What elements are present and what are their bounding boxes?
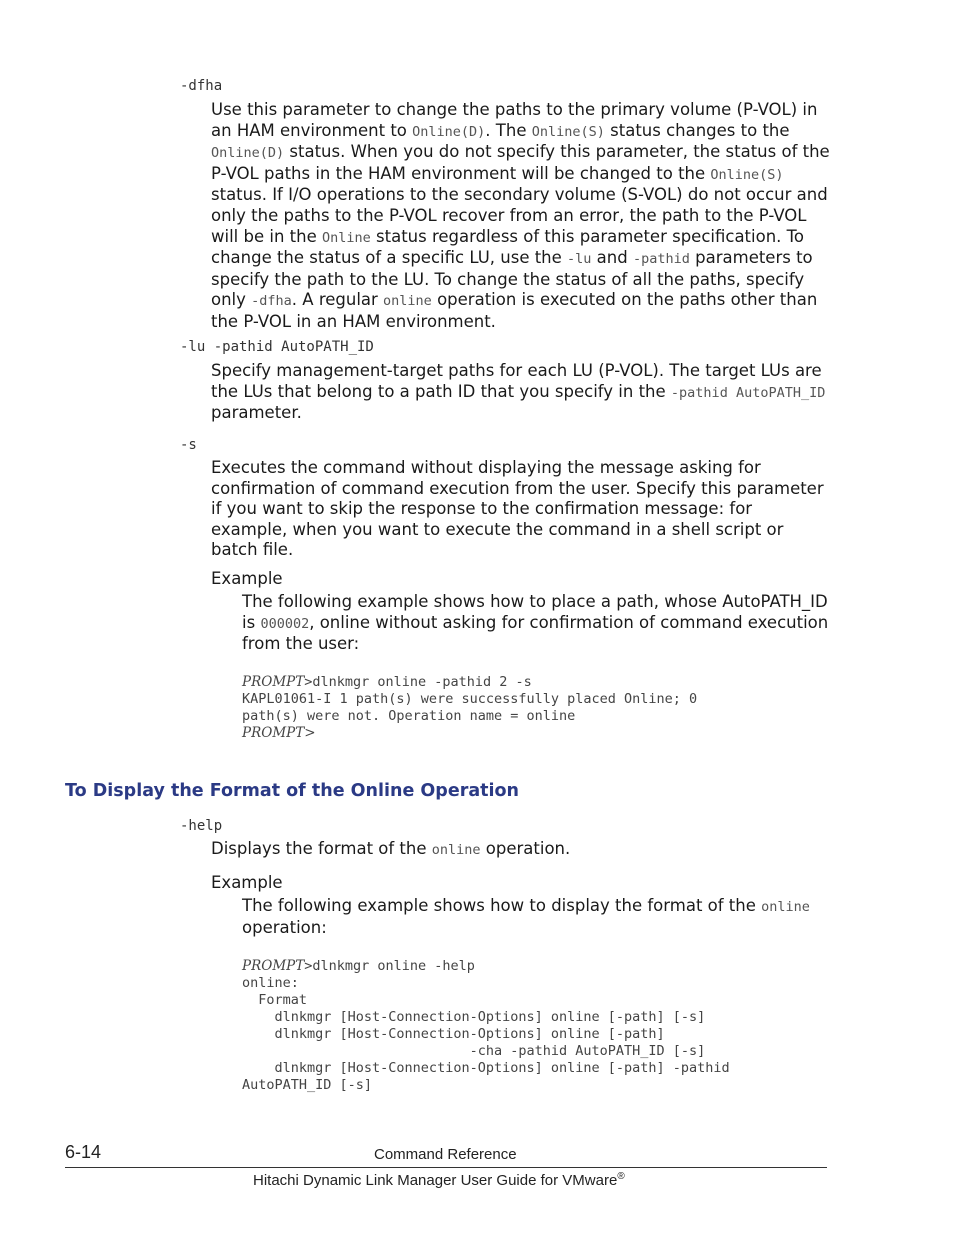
code-line: dlnkmgr [Host-Connection-Options] online [-path] [-s] xyxy=(242,1009,706,1025)
help-example-text: The following example shows how to display the format of the online operation: xyxy=(242,896,810,937)
dfha-description: Use this parameter to change the paths to the primary volume (P-VOL) in an HAM environment to Online(D). The Online(S) status changes to the Online(D) status. When you do not specify this parameter, the status of the P-VOL paths in the HAM environment will be changed to the Online(S) status. If I/O operations to the secondary volume (S-VOL) do not occur and only the paths to the P-VOL recover from an error, the path to the P-VOL will be in the Online status regardless of this parameter specification. To change the status of a specific LU, use the -lu and -pathid parameters to specify the path to the LU. To change the status of all the paths, specify only -dfha. A regular online operation is executed on the paths other than the P-VOL in an HAM environment. xyxy=(211,100,830,331)
code-line: AutoPATH_ID [-s] xyxy=(242,1077,373,1093)
s-example-text: The following example shows how to place a path, whose AutoPATH_ID is 000002, online without asking for confirmation of command execution from the user: xyxy=(242,592,829,654)
page-number: 6-14 xyxy=(65,1142,102,1162)
param-help: -help xyxy=(180,818,223,834)
section-heading: To Display the Format of the Online Operation xyxy=(65,781,519,801)
code-line: -cha -pathid AutoPATH_ID [-s] xyxy=(242,1043,706,1059)
book-title: Hitachi Dynamic Link Manager User Guide for VMware® xyxy=(253,1171,625,1189)
chapter-title: Command Reference xyxy=(374,1146,517,1163)
code-line: dlnkmgr [Host-Connection-Options] online [-path] -pathid xyxy=(242,1060,730,1076)
s-description: Executes the command without displaying the message asking for confirmation of command execution from the user. Specify this parameter if you want to skip the response to the confirmation message: for example, when you want to execute the command in a shell script or batch file. xyxy=(211,458,824,560)
registered-mark: ® xyxy=(617,1171,625,1182)
param-s: -s xyxy=(180,437,197,453)
code-line: online: xyxy=(242,975,299,991)
s-example-label: Example xyxy=(211,569,283,588)
code-line: PROMPT>dlnkmgr online -help xyxy=(242,958,475,974)
code-line: Format xyxy=(242,992,308,1008)
footer-divider xyxy=(65,1167,827,1168)
help-description: Displays the format of the online operation. xyxy=(211,839,571,858)
param-dfha: -dfha xyxy=(180,78,223,94)
code-line: dlnkmgr [Host-Connection-Options] online [-path] xyxy=(242,1026,665,1042)
code-line: PROMPT> xyxy=(242,725,316,741)
s-code-example xyxy=(242,674,697,742)
help-example-label: Example xyxy=(211,873,283,892)
code-line: path(s) were not. Operation name = online xyxy=(242,708,576,724)
param-lu-pathid: -lu -pathid AutoPATH_ID xyxy=(180,339,374,355)
code-line: PROMPT>dlnkmgr online -pathid 2 -s xyxy=(242,674,532,690)
help-code-example xyxy=(242,958,730,1094)
code-line: KAPL01061-I 1 path(s) were successfully placed Online; 0 xyxy=(242,691,698,707)
lu-description: Specify management-target paths for each LU (P-VOL). The target LUs are the LUs that belong to a path ID that you specify in the -pathid AutoPATH_ID parameter. xyxy=(211,361,826,423)
